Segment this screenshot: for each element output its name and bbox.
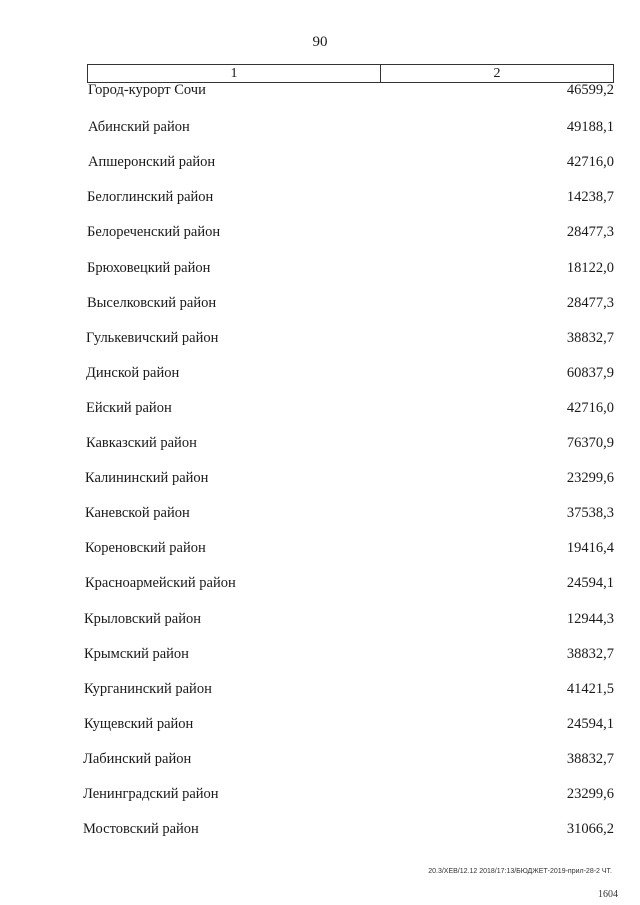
table-row	[0, 400, 640, 422]
district-value: 37538,3	[566, 505, 614, 522]
table-row	[0, 821, 640, 843]
district-name: Гулькевичский район	[86, 329, 219, 346]
district-name: Кавказский район	[86, 435, 197, 451]
table-row	[0, 260, 640, 282]
district-value: 46599,2	[566, 82, 614, 98]
district-name: Каневской район	[85, 505, 190, 522]
district-name: Ейский район	[86, 399, 172, 416]
table-row	[0, 295, 640, 317]
district-value: 18122,0	[566, 259, 614, 276]
corner-mark: 1604	[598, 889, 618, 900]
table-row	[0, 751, 640, 773]
district-value: 60837,9	[566, 364, 614, 381]
document-footer-code: 20.3/ХЕВ/12.12 2018/17:13/БЮДЖЕТ-2019-прил-28-2 ЧТ.	[428, 868, 612, 875]
table-row	[0, 119, 640, 141]
table-row	[0, 365, 640, 387]
table-row	[0, 330, 640, 352]
table-row	[0, 540, 640, 562]
district-name: Калининский район	[85, 470, 209, 487]
table-row	[0, 575, 640, 597]
district-name: Ленинградский район	[83, 786, 219, 802]
district-name: Белореченский район	[87, 224, 221, 241]
district-name: Динской район	[86, 364, 180, 381]
district-name: Брюховецкий район	[87, 259, 211, 276]
district-value: 76370,9	[566, 435, 614, 451]
table-row	[0, 154, 640, 176]
district-value: 31066,2	[566, 821, 614, 838]
district-name: Город-курорт Сочи	[88, 82, 206, 98]
district-value: 42716,0	[566, 399, 614, 416]
district-name: Курганинский район	[84, 680, 212, 697]
column-header-1: 1	[88, 65, 381, 82]
district-value: 41421,5	[566, 680, 614, 697]
district-name: Белоглинский район	[87, 189, 214, 206]
district-name: Мостовский район	[83, 821, 199, 838]
district-value: 24594,1	[566, 575, 614, 592]
district-name: Абинский район	[88, 119, 190, 136]
district-name: Выселковский район	[87, 294, 217, 311]
district-name: Крыловский район	[84, 610, 201, 627]
page-number: 90	[312, 34, 328, 50]
table-row	[0, 189, 640, 211]
district-value: 24594,1	[566, 715, 614, 732]
district-value: 38832,7	[566, 750, 614, 767]
district-name: Кореновский район	[85, 540, 206, 557]
district-value: 38832,7	[566, 329, 614, 346]
district-name: Апшеронский район	[88, 154, 216, 171]
table-column-header	[87, 64, 614, 83]
table-row	[0, 82, 640, 104]
table-row	[0, 505, 640, 527]
district-name: Лабинский район	[83, 750, 192, 767]
district-name: Крымский район	[84, 645, 189, 662]
table-row	[0, 681, 640, 703]
district-value: 28477,3	[566, 224, 614, 241]
district-value: 12944,3	[566, 610, 614, 627]
table-row	[0, 786, 640, 808]
district-value: 42716,0	[566, 154, 614, 171]
table-row	[0, 224, 640, 246]
district-name: Красноармейский район	[85, 575, 236, 592]
district-value: 23299,6	[566, 470, 614, 487]
table-row	[0, 611, 640, 633]
district-value: 23299,6	[566, 786, 614, 802]
table-row	[0, 435, 640, 457]
table-row	[0, 716, 640, 738]
table-row	[0, 646, 640, 668]
table-row	[0, 470, 640, 492]
district-name: Кущевский район	[84, 715, 194, 732]
district-value: 19416,4	[566, 540, 614, 557]
district-value: 14238,7	[566, 189, 614, 206]
district-value: 38832,7	[566, 645, 614, 662]
district-value: 28477,3	[566, 294, 614, 311]
district-value: 49188,1	[566, 119, 614, 136]
column-header-2: 2	[493, 66, 501, 81]
